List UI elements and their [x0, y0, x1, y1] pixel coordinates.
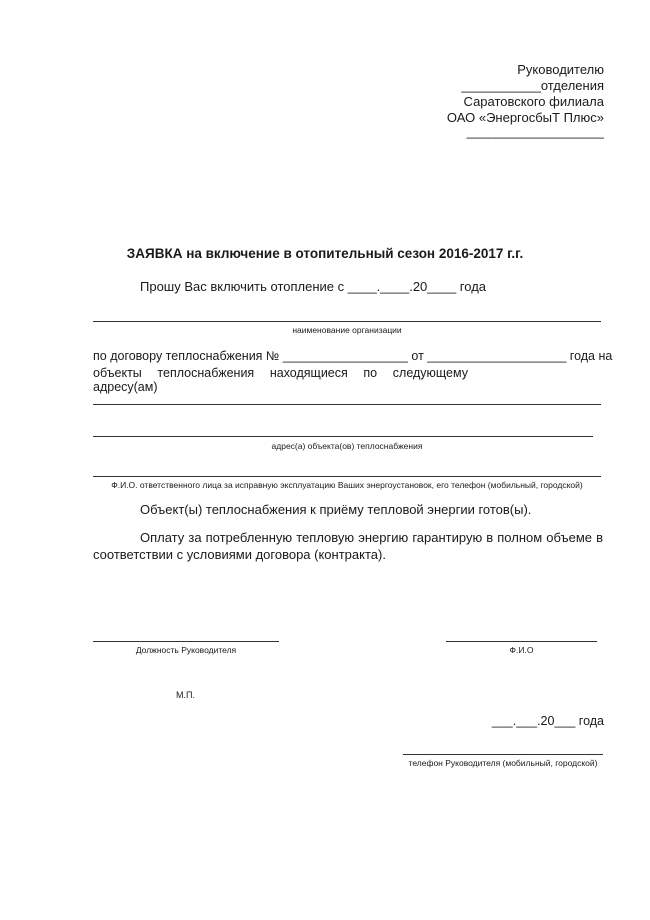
stamp-placeholder: М.П. [176, 690, 195, 700]
fio-signature-line [446, 641, 597, 642]
header-branch: Саратовского филиала [463, 94, 604, 109]
address-line-2 [93, 436, 593, 437]
phone-line [403, 754, 603, 755]
position-signature-line [93, 641, 279, 642]
date-line: ___.___.20___ года [491, 714, 604, 728]
request-line: Прошу Вас включить отопление с ____.____.20____ года [140, 279, 487, 294]
responsible-person-line [93, 476, 601, 477]
header-company: ОАО «ЭнергосбыТ Плюс» [446, 110, 604, 125]
position-caption: Должность Руководителя [135, 645, 237, 655]
fio-caption: Ф.И.О [509, 645, 534, 655]
phone-caption: телефон Руководителя (мобильный, городской) [408, 758, 598, 768]
organization-name-line [93, 321, 601, 322]
address-intro-line: объекты теплоснабжения находящиеся по следующему адресу(ам) [93, 366, 468, 394]
document-title: ЗАЯВКА на включение в отопительный сезон 2016-2017 г.г. [126, 246, 524, 261]
address-caption: адрес(а) объекта(ов) теплоснабжения [271, 441, 423, 451]
responsible-caption: Ф.И.О. ответственного лица за исправную эксплуатацию Ваших энергоустановок, его телефон (мобильный, городской) [111, 480, 583, 490]
header-recipient: Руководителю [517, 62, 604, 77]
header-department: ___________отделения [461, 78, 604, 93]
organization-caption: наименование организации [292, 325, 402, 335]
address-line-1 [93, 404, 601, 405]
contract-line: по договору теплоснабжения № __________________ от ____________________ года на [93, 349, 613, 363]
header-blank-line: ___________________ [466, 124, 604, 139]
ready-statement: Объект(ы) теплоснабжения к приёму тепловой энергии готов(ы). [140, 502, 532, 517]
payment-statement-line2: соответствии с условиями договора (контракта). [93, 547, 386, 562]
payment-statement-line1: Оплату за потребленную тепловую энергию гарантирую в полном объеме в [140, 530, 603, 545]
